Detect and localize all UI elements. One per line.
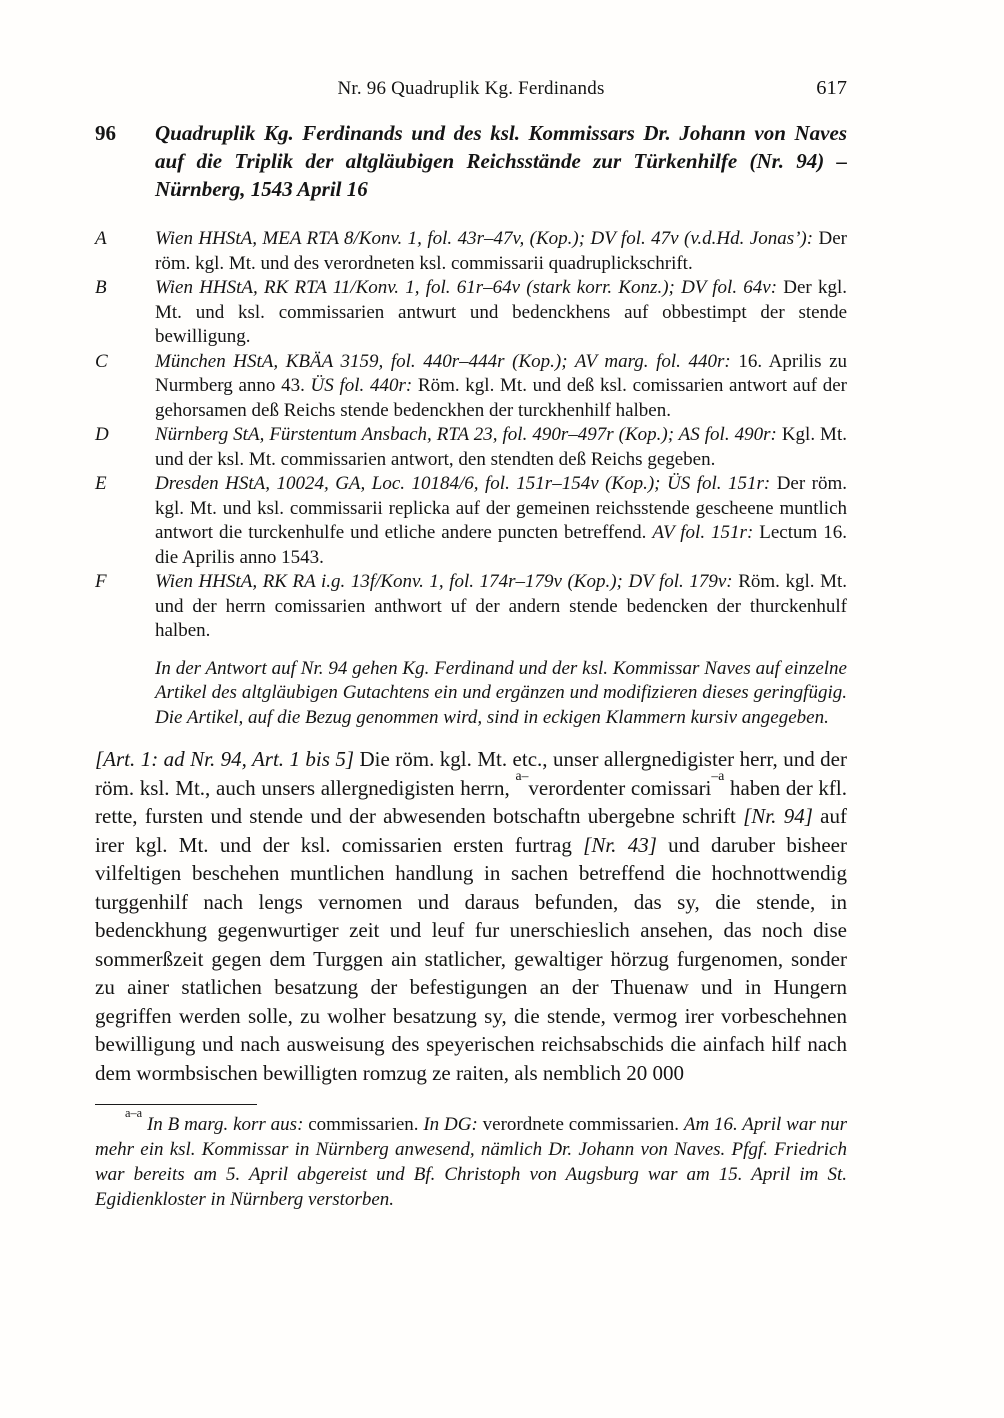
source-letter: E xyxy=(95,473,107,494)
source-item xyxy=(95,472,847,570)
page-number: 617 xyxy=(816,77,847,99)
source-text: Wien HHStA, RK RTA 11/Konv. 1, fol. 61r–64v (stark korr. Konz.); DV fol. 64v: Der kgl. Mt. und ksl. commissarien antwurt und bedenckhens auf obbestimpt der stende bewilligung. xyxy=(155,277,847,347)
source-text: München HStA, KBÄA 3159, fol. 440r–444r (Kop.); AV marg. fol. 440r: 16. Aprilis zu Nurmberg anno 43. ÜS fol. 440r: Röm. kgl. Mt. und deß ksl. comissarien antwort auf der gehorsamen deß Reichs stende bedenckhen der turckhenhilf halben. xyxy=(155,350,848,421)
source-letter: F xyxy=(95,571,107,592)
running-header xyxy=(95,78,847,104)
entry-title: Quadruplik Kg. Ferdinands und des ksl. Kommissars Dr. Johann von Naves auf die Triplik der altgläubigen Reichsstände zur Türkenhilfe (Nr. 94) – Nürnberg, 1543 April 16 xyxy=(155,121,847,201)
entry-number: 96 xyxy=(95,121,116,145)
running-title: Nr. 96 Quadruplik Kg. Ferdinands xyxy=(337,78,605,99)
source-text: Dresden HStA, 10024, GA, Loc. 10184/6, fol. 151r–154v (Kop.); ÜS fol. 151r: Der röm. kgl. Mt. und ksl. commissarii replicka auf der gemeinen reichsstende gescheene muntlich antwort die turckenhulfe und etliche andere puncten betreffend. AV fol. 151r: Lectum 16. die Aprilis anno 1543. xyxy=(155,473,848,568)
source-item xyxy=(95,570,847,644)
source-text: Nürnberg StA, Fürstentum Ansbach, RTA 23, fol. 490r–497r (Kop.); AS fol. 490r: Kgl. Mt. und der ksl. Mt. commissarien antwort, den stendten deß Reichs gegeben. xyxy=(155,424,847,470)
source-text: Wien HHStA, RK RA i.g. 13f/Konv. 1, fol. 174r–179v (Kop.); DV fol. 179v: Röm. kgl. Mt. und der herrn comissarien anthwort uf der andern stende bedencken der thurckenhulf halben. xyxy=(155,571,848,641)
body-paragraph: [Art. 1: ad Nr. 94, Art. 1 bis 5] Die röm. kgl. Mt. etc., unser allergnedigister herr, und der röm. ksl. Mt., auch unsers allergnedigisten herrn, $^{a-}$verordenter comissari$^{-a}$ haben der kfl. rette, fursten und stende und der abwesenden botschaftn ubergebne schrift [Nr. 94] auf irer kgl. Mt. und der ksl. comissarien ersten furtrag [Nr. 43] und daruber bisheer vilfeltigen beschehen muntlichen handlung in sachen betreffend die hochnottwendig turggenhilf nach lengs vernomen und daraus befunden, das sy, die stende, in bedenckhung gegenwurtiger zeit und leuf fur unerschieslich ansehen, das noch dise sommerßzeit gegen dem Turggen ain statlicher, gewaltiger hörzug furgenomen, sonder zu ainer statlichen besatzung der befestigungen an der Thuenaw und in Hungern gegriffen werden solle, zu wolher besatzung sy, die stende, vermog irer vorbeschehnen bewilligung und nach ausweisung des speyerischen reichsabschids die ainfach hilf nach dem wormbsischen bewilligten romzug ze raiten, als nemblich 20 000 xyxy=(95,747,847,1085)
editorial-note: In der Antwort auf Nr. 94 gehen Kg. Ferdinand und der ksl. Kommissar Naves auf einzelne Artikel des altgläubigen Gutachtens ein und ergänzen und modifizieren dieses geringfügig. Die Artikel, auf die Bezug genommen wird, sind in eckigen Klammern kursiv angegeben. xyxy=(155,657,847,728)
entry-heading xyxy=(95,119,847,203)
footnote-separator xyxy=(95,1104,257,1105)
source-letter: B xyxy=(95,277,107,298)
source-item xyxy=(95,423,847,472)
source-letter: C xyxy=(95,350,108,372)
source-letter: A xyxy=(95,228,107,249)
source-item xyxy=(95,276,847,350)
source-letter: D xyxy=(95,424,109,445)
source-item xyxy=(95,227,847,276)
source-list xyxy=(95,227,847,644)
source-text: Wien HHStA, MEA RTA 8/Konv. 1, fol. 43r–47v, (Kop.); DV fol. 47v (v.d.Hd. Jonas’): Der röm. kgl. Mt. und des verordneten ksl. commissarii quadruplickschrift. xyxy=(155,228,847,274)
footnote: $^{a-a}$ In B marg. korr aus: commissarien. In DG: verordnete commissarien. Am 16. April war nur mehr ein ksl. Kommissar in Nürnberg anwesend, nämlich Dr. Johann von Naves. Pfgf. Friedrich war bereits am 5. April abgereist und Bf. Christoph von Augsburg war am 15. April im St. Egidienkloster in Nürnberg verstorben. xyxy=(95,1106,847,1210)
source-item xyxy=(95,350,847,424)
